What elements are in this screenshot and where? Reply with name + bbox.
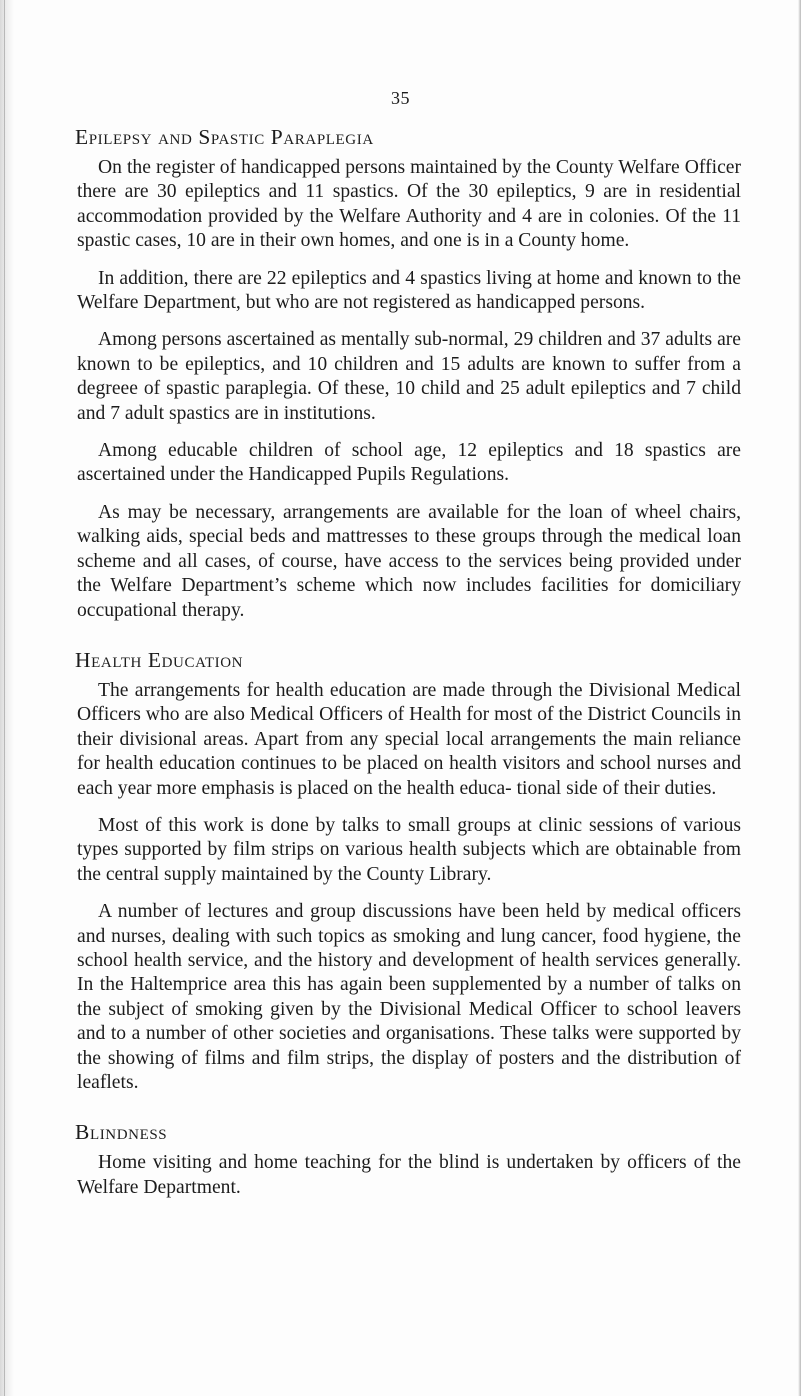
paragraph: Among persons ascertained as mentally sub-normal, 29 children and 37 adults are known to be epileptics, and 10 children and 15 adults are known to suffer from a degreee of spastic paraplegia. Of these, 10 child and 25 adult epileptics and 7 child and 7 adult spastics are in institutions. xyxy=(77,329,741,424)
section-epilepsy xyxy=(77,124,741,623)
paragraph: The arrangements for health education are made through the Divisional Medical Officers who are also Medical Officers of Health for most of the District Councils in their divisional areas. Apart from any special local arrangements the main reliance for health education continues to be placed on health visitors and school nurses and each year more emphasis is placed on the health educa- tional side of their duties. xyxy=(77,679,741,799)
section-blindness xyxy=(77,1119,741,1200)
paragraph: Home visiting and home teaching for the blind is undertaken by officers of the Welfare Department. xyxy=(77,1152,741,1198)
section-heading: Blindness xyxy=(75,1120,168,1145)
section-heading: Health Education xyxy=(75,647,244,672)
paragraph: In addition, there are 22 epileptics and 4 spastics living at home and known to the Welfare Department, but who are not registered as handicapped persons. xyxy=(77,267,741,314)
paragraph: A number of lectures and group discussions have been held by medical officers and nurses, dealing with such topics as smoking and lung cancer, food hygiene, the school health service, and the history and development of health services generally. In the Haltemprice area this has again been supplemented by a number of talks on the subject of smoking given by the Divisional Medical Officer to school leavers and to a number of other societies and organisations. These talks were supported by the showing of films and film strips, the display of posters and the distribution of leaflets. xyxy=(77,901,741,1093)
paragraph: Among educable children of school age, 12 epileptics and 18 spastics are ascertained under the Handicapped Pupils Regulations. xyxy=(77,440,741,486)
binding-line xyxy=(4,0,5,1396)
paragraph: On the register of handicapped persons maintained by the County Welfare Officer there are 30 epileptics and 11 spastics. Of the 30 epileptics, 9 are in residential accommodation provided by the Welfare Authority and 4 are in colonies. Of the 11 spastic cases, 10 are in their own homes, and one is in a County home. xyxy=(77,157,741,252)
paragraph: As may be necessary, arrangements are available for the loan of wheel chairs, walking aids, special beds and mattresses to these groups through the medical loan scheme and all cases, of course, have access to the services being provided under the Welfare Department’s scheme which now includes facilities for domiciliary occupational therapy. xyxy=(77,501,741,621)
binding-shadow xyxy=(0,0,14,1396)
page-body xyxy=(77,124,741,1213)
section-health-education xyxy=(77,647,741,1096)
section-heading: Epilepsy and Spastic Paraplegia xyxy=(75,125,374,149)
paragraph: Most of this work is done by talks to small groups at clinic sessions of various types supported by film strips on various health subjects which are obtainable from the central supply maintained by the County Library. xyxy=(77,814,741,885)
page-number: 35 xyxy=(391,88,410,108)
